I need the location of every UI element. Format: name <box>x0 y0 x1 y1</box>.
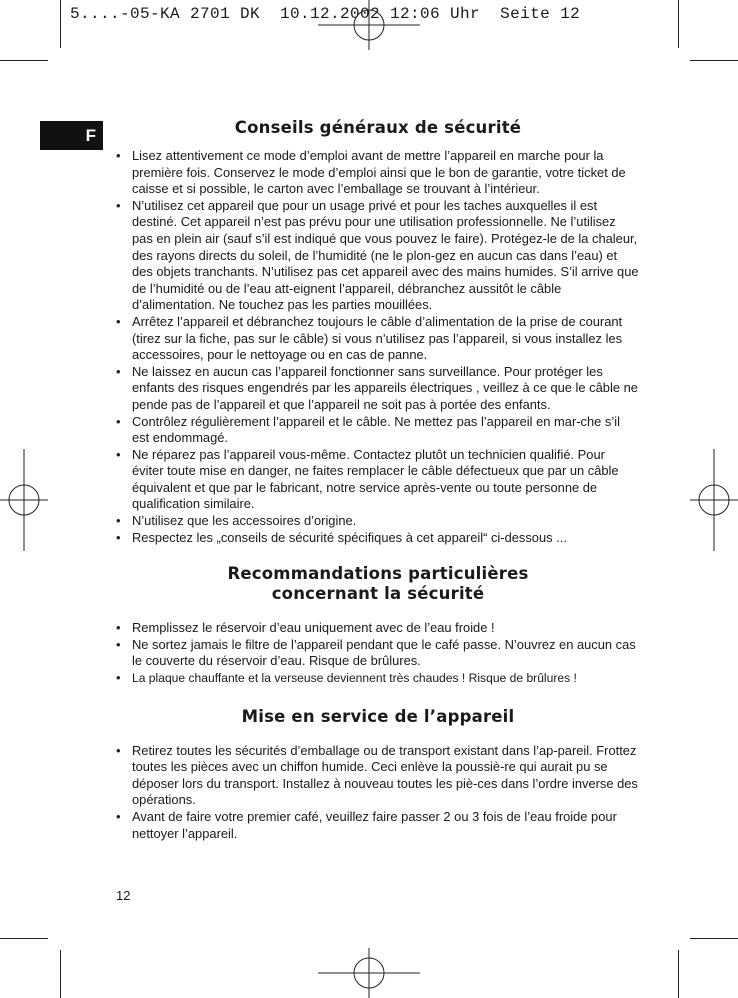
specific-safety-list <box>116 620 640 686</box>
list-item: • Retirez toutes les sécurités d’emballage ou de transport existant dans l’ap-pareil. Frottez toutes les pièces avec un chiffon humide. Ceci enlève la poussiè-re qui aurait pu se déposer lors du transport. Installez à nouveau toutes les piè-ces dans l’ordre inverse des opérations. <box>116 743 640 809</box>
crop-mark-top-left-vertical <box>60 0 61 48</box>
list-item: • N’utilisez que les accessoires d’origine. <box>116 513 640 530</box>
section-title-general-safety: Conseils généraux de sécurité <box>234 118 522 137</box>
registration-mark-left-icon <box>0 449 48 551</box>
crop-mark-top-right-horizontal <box>690 60 738 61</box>
list-item: • Lisez attentivement ce mode d’emploi avant de mettre l’appareil en marche pour la première fois. Conservez le mode d’emploi ainsi que le bon de garantie, votre ticket de caisse et si possible, le carton avec l’emballage se trouvant à l’intérieur. <box>116 148 640 198</box>
registration-mark-top-icon <box>318 0 420 50</box>
crop-mark-top-left-horizontal <box>0 60 48 61</box>
list-item: • Ne sortez jamais le filtre de l’appareil pendant que le café passe. N’ouvrez en aucun cas le couverte du réservoir d’eau. Risque de brûlures. <box>116 637 640 670</box>
registration-mark-bottom-icon <box>318 948 420 998</box>
list-item: • N’utilisez cet appareil que pour un usage privé et pour les taches auxquelles il est destiné. Cet appareil n’est pas prévu pour une utilisation professionnelle. Ne l’utilisez pas en plein air (sauf s’il est indiqué que vous pouvez le faire). Protégez-le de la chaleur, des rayons directs du soleil, de l’humidité (ne le plon-gez en aucun cas dans l’eau) et des objets tranchants. N’utilisez pas cet appareil avec des mains humides. S’il arrive que de l’humidité ou de l’eau att-eignent l’appareil, débranchez aussitôt le câble d’alimentation. Ne touchez pas les parties mouillées. <box>116 198 640 314</box>
crop-mark-bottom-right-horizontal <box>690 938 738 939</box>
general-safety-list <box>116 148 640 546</box>
document-body <box>116 118 640 842</box>
first-use-list <box>116 743 640 843</box>
list-item: • Avant de faire votre premier café, veuillez faire passer 2 ou 3 fois de l’eau froide pour nettoyer l’appareil. <box>116 809 640 842</box>
section-title-first-use: Mise en service de l’appareil <box>241 706 515 726</box>
list-item: • Contrôlez régulièrement l’appareil et le câble. Ne mettez pas l’appareil en mar-che s’il est endommagé. <box>116 414 640 447</box>
page-number: 12 <box>116 888 131 903</box>
section-title-line-1: Recommandations particulières <box>227 564 529 584</box>
list-item: • Arrêtez l’appareil et débranchez toujours le câble d’alimentation de la prise de courant (tirez sur la fiche, pas sur le câble) si vous n’utilisez pas l’appareil, si vous installez les accessoires, pour le nettoyage ou en cas de panne. <box>116 314 640 364</box>
list-item: • Respectez les „conseils de sécurité spécifiques à cet appareil“ ci-dessous ... <box>116 530 640 547</box>
list-item: • La plaque chauffante et la verseuse deviennent très chaudes ! Risque de brûlures ! <box>116 670 640 687</box>
list-item: • Ne réparez pas l’appareil vous-même. Contactez plutôt un technicien qualifié. Pour éviter toute mise en danger, ne faites remplacer le câble défectueux que par un câble équivalent et que par le fabricant, notre service après-vente ou toute personne de qualification similaire. <box>116 447 640 513</box>
crop-mark-bottom-left-horizontal <box>0 938 48 939</box>
list-item: • Ne laissez en aucun cas l’appareil fonctionner sans surveillance. Pour protéger les enfants des risques engendrés par les appareils électriques , veillez à ce que le câble ne pende pas de l’appareil et que l’appareil ne soit pas à portée des enfants. <box>116 364 640 414</box>
crop-mark-bottom-left-vertical <box>60 950 61 998</box>
section-title-specific-safety <box>116 564 640 604</box>
language-tab: F <box>40 121 103 150</box>
section-title-line-2: concernant la sécurité <box>271 584 485 604</box>
list-item: • Remplissez le réservoir d’eau uniquement avec de l’eau froide ! <box>116 620 640 637</box>
crop-mark-top-right-vertical <box>678 0 679 48</box>
crop-mark-bottom-right-vertical <box>678 950 679 998</box>
print-header: 5....-05-KA 2701 DK 10.12.2002 12:06 Uhr Seite 12 <box>70 5 581 23</box>
registration-mark-right-icon <box>690 449 738 551</box>
